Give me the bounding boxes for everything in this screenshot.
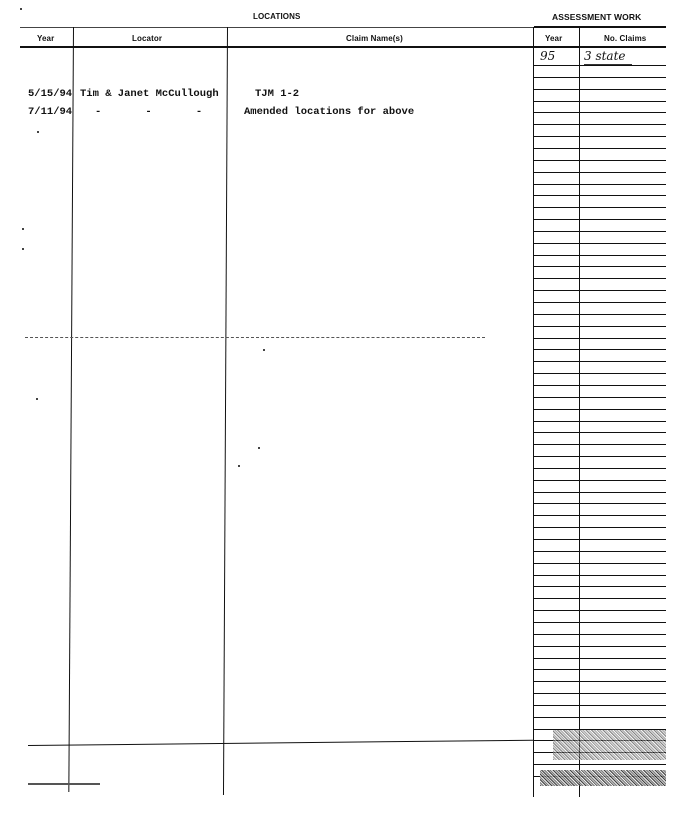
col-locator-header: Locator [132,34,163,43]
ledger-row-rule [534,290,666,291]
ledger-row-rule [534,255,666,256]
ledger-row-rule [534,195,666,196]
ledger-row-rule [534,243,666,244]
ledger-row-rule [534,658,666,659]
footer-scan-mark [28,783,100,785]
ledger-row-rule [534,456,666,457]
ledger-row-rule [534,717,666,718]
header-top-rule [534,26,666,28]
ledger-row-rule [534,705,666,706]
ledger-row-rule [534,89,666,90]
ledger-row-rule [534,231,666,232]
locator-claims-divider [223,27,228,795]
ledger-row-rule [534,77,666,78]
ledger-row-rule [534,764,666,765]
entry-2-date: 7/11/94 [28,106,73,118]
ledger-row-rule [534,397,666,398]
ledger-row-rule [534,160,666,161]
ledger-row-rule [534,432,666,433]
entry-1-locator: Tim & Janet McCullough [80,88,219,100]
ledger-row-rule [534,65,666,66]
col-year-header: Year [37,34,55,43]
speck-4 [22,248,24,250]
handwriting-underline [584,64,632,65]
ledger-row-rule [534,101,666,102]
ledger-row-rule [534,302,666,303]
ledger-row-rule [534,622,666,623]
ledger-row-rule [534,112,666,113]
scan-noise-2 [540,770,666,786]
entry-1-date: 5/15/94 [28,88,73,100]
ledger-row-rule [534,338,666,339]
ledger-row-rule [534,527,666,528]
ledger-row-rule [534,598,666,599]
ledger-row-rule [534,539,666,540]
ledger-row-rule [534,575,666,576]
year-locator-divider [68,27,74,792]
ledger-row-rule [534,207,666,208]
ledger-row-rule [534,480,666,481]
ledger-row-rule [534,278,666,279]
speck-5 [263,349,265,351]
scan-noise-1 [553,730,666,760]
speck-1 [20,8,22,10]
speck-3 [22,228,24,230]
ledger-row-rule [534,492,666,493]
ledger-row-rule [534,326,666,327]
ledger-row-rule [534,266,666,267]
assessment-work-title: ASSESSMENT WORK [552,12,642,22]
ledger-row-rule [534,373,666,374]
speck-2 [37,131,39,133]
ledger-row-rule [534,124,666,125]
ledger-row-rule [534,219,666,220]
col-aw-claims-header: No. Claims [604,34,647,43]
ledger-row-rule [534,551,666,552]
ledger-row-rule [534,421,666,422]
ledger-row-rule [534,385,666,386]
assessment-1-year: 95 [540,49,556,63]
ledger-row-rule [534,361,666,362]
speck-6 [36,398,38,400]
col-claim-names-header: Claim Name(s) [346,34,403,43]
ledger-row-rule [534,563,666,564]
entry-1-claims: TJM 1-2 [255,88,300,100]
ledger-row-rule [534,148,666,149]
ledger-row-rule [534,409,666,410]
ledger-row-rule [534,610,666,611]
ledger-row-rule [534,444,666,445]
header-bottom-rule [20,46,666,48]
ledger-row-rule [534,136,666,137]
locations-title: LOCATIONS [253,12,301,21]
ledger-row-rule [534,468,666,469]
ledger-row-rule [534,681,666,682]
ledger-row-rule [534,349,666,350]
speck-7 [258,447,260,449]
assessment-1-claims: 3 state [584,49,626,63]
entry-2-locator: - - - [95,106,203,118]
ledger-row-rule [534,503,666,504]
ledger-row-rule [534,634,666,635]
ledger-row-rule [534,314,666,315]
ledger-row-rule [534,515,666,516]
ledger-row-rule [534,586,666,587]
dashed-midline [25,337,485,338]
ledger-row-rule [534,172,666,173]
speck-8 [238,465,240,467]
entry-2-claims: Amended locations for above [244,106,415,118]
ledger-row-rule [534,669,666,670]
ledger-row-rule [534,693,666,694]
ledger-row-rule [534,184,666,185]
header-top-rule-left [20,27,534,28]
bottom-sweep-line [28,740,533,746]
ledger-row-rule [534,646,666,647]
col-aw-year-header: Year [545,34,563,43]
